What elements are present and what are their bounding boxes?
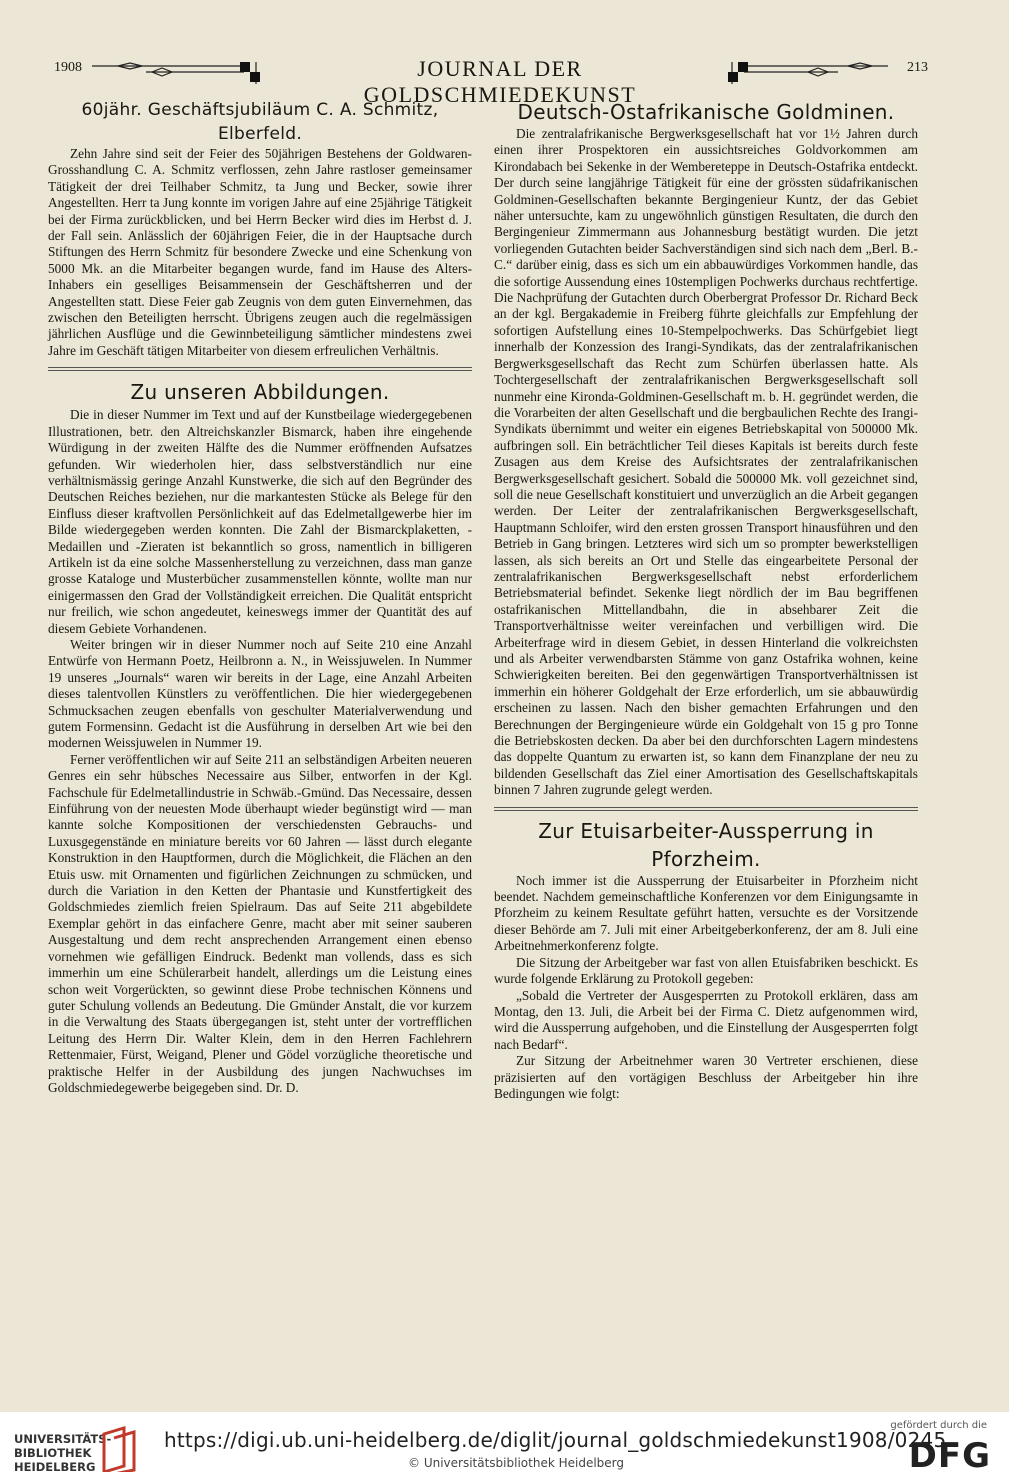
logo-line: HEIDELBERG bbox=[14, 1460, 96, 1474]
article-paragraph: Die zentralafrikanische Bergwerksgesellschaft hat vor 1½ Jahren durch einen ihrer Prospektoren ein aussichtsreiches Goldvorkommen am Kirondabach bei Sekenke in der Wembereteppe in Deutsch-Ostafrika entdeckt. Der durch seine langjährige Tätigkeit für eine der grössten südafrikanischen Goldminen-Gesellschaften bekannte Bergingenieur Kuntz, der das Gebiet näher untersuchte, kam zu ungewöhnlich günstigen Resultaten, die durch den Bergingenieur Zimmermann aus Johannesburg bestätigt wurden. Die jetzt vorliegenden Gutachten beider Sachverständigen sind sich nach dem „Berl. B.-C.“ darüber einig, dass es sich um ein abbauwürdiges Vorkommen handle, das die sofortige Aussendung eines 10stempligen Pochwerks durchaus rechtfertige. Die Nachprüfung der Gutachten durch Oberbergrat Professor Dr. Richard Beck an der kgl. Bergakademie in Freiberg führte gleichfalls zur Empfehlung der sofortigen Aufstellung eines 10-Stempelpochwerks. Das Schürfgebiet liegt innerhalb der Konzession des Irangi-Syndikats, das der zentralafrikanischen Bergwerksgesellschaft das Recht zum Schürfen überlassen hatte. Als Tochtergesellschaft der zentralafrikanischen Bergwerksgesellschaft soll nunmehr eine Kironda-Goldminen-Gesellschaft m. b. H. gegründet werden, die die Vorarbeiten der alten Gesellschaft und die bergbaulichen Rechte des Irangi-Syndikats übernimmt und weiter ein eigenes Betriebskapital von 500000 Mk. aufbringen soll. Ein beträchtlicher Teil dieses Kapitals ist bereits durch feste Zusagen aus dem Kreise des Aufsichtsrates der zentralafrikanischen Bergwerksgesellschaft gesichert. Sobald die 500000 Mk. voll gezeichnet sind, soll die neue Gesellschaft konstituiert und unverzüglich an die Arbeit gegangen werden. Der Leiter der zentralafrikanischen Bergwerksgesellschaft, Hauptmann Schloifer, wird den ersten grossen Transport hinausführen und den Betrieb in Gang bringen. Letzteres wird sich um so prompter bewerkstelligen lassen, als sich bereits an Ort und Stelle das eingearbeitete Personal der zentralafrikanischen Bergwerksgesellschaft nebst erforderlichem Betriebsmaterial befindet. Sekenke liegt nördlich der im Bau begriffenen ostafrikanischen Mittellandbahn, die in absehbarer Zeit die Transportverhältnisse weiter vereinfachen und verbilligen wird. Die Arbeiterfrage wird in diesem Gebiet, in dessen Hinterland die volkreichsten und als Arbeiter verwendbarsten Stämme von ganz Ostafrika wohnen, keine Schwierigkeiten bereiten. Bei den gegenwärtigen Transportverhältnissen ist immerhin ein höherer Goldgehalt der Erze erforderlich, um sie abbauwürdig erscheinen zu lassen. Nach den bisher gemachten Erfahrungen und den Berechnungen der Bergingenieure würde ein Goldgehalt von 15 g pro Tonne die Betriebskosten decken. Da aber bei den durchforschten Lagern mindestens das doppelte Quantum zu erwarten ist, so kann dem Finanzplane der neu zu bildenden Gesellschaft das Ziel einer Amortisation des Gesellschaftskapitals binnen 7 Jahren zugrunde gelegt werden. bbox=[494, 126, 918, 798]
right-column bbox=[494, 98, 918, 1102]
page-number-left: 1908 bbox=[54, 60, 82, 75]
article-paragraph: Noch immer ist die Aussperrung der Etuisarbeiter in Pforzheim nicht beendet. Nachdem gemeinschaftliche Konferenzen vor dem Einigungsamte in Pforzheim zu keinem Resultate geführt hatten, versuchte es der Vorsitzende dieser Behörde am 7. Juli mit einer Arbeitgeberkonferenz, der am 8. Juli eine Arbeitnehmerkonferenz folgte. bbox=[494, 872, 918, 954]
permalink-url[interactable]: https://digi.ub.uni-heidelberg.de/diglit/journal_goldschmiedekunst1908/0245 bbox=[164, 1428, 947, 1452]
sponsor-caption: gefördert durch die bbox=[890, 1420, 987, 1431]
logo-line: BIBLIOTHEK bbox=[14, 1446, 92, 1460]
dfg-logo[interactable]: DFG bbox=[908, 1436, 991, 1476]
section-divider bbox=[48, 367, 472, 371]
viewer-footer bbox=[0, 1412, 1009, 1484]
page-number-right: 213 bbox=[907, 60, 928, 75]
article-heading-jubilaeum: 60jähr. Geschäftsjubiläum C. A. Schmitz, Elberfeld. bbox=[81, 100, 439, 144]
article-paragraph: Weiter bringen wir in dieser Nummer noch auf Seite 210 eine Anzahl Entwürfe von Hermann Poetz, Heilbronn a. N., in Weissjuwelen. In Nummer 19 unseres „Journals“ waren wir bereits in der Lage, eine Anzahl Arbeiten dieses talentvollen Künstlers zu veröffentlichen. Die hier wiedergegebenen Schmucksachen zeugen ebenfalls von geschulter Materialverwendung und gutem Formensinn. Gedacht ist die Ausführung in derselben Art wie bei den modernen Weissjuwelen in Nummer 19. bbox=[48, 636, 472, 751]
article-heading-goldminen: Deutsch-Ostafrikanische Goldminen. bbox=[517, 100, 895, 124]
copyright-notice: © Universitätsbibliothek Heidelberg bbox=[408, 1456, 625, 1470]
article-heading-abbildungen: Zu unseren Abbildungen. bbox=[130, 380, 390, 405]
article-paragraph: Die Sitzung der Arbeitgeber war fast von allen Etuisfabriken beschickt. Es wurde folgende Erklärung zu Protokoll gegeben: bbox=[494, 954, 918, 987]
page-header bbox=[48, 56, 928, 107]
header-block-right bbox=[738, 62, 748, 72]
logo-line: UNIVERSITÄTS- bbox=[14, 1432, 112, 1446]
section-divider bbox=[494, 807, 918, 811]
article-paragraph: „Sobald die Vertreter der Ausgesperrten zu Protokoll erklären, dass am Montag, den 13. Juli, die Arbeit bei der Firma C. Dietz aufgenommen wird, wird die Aussperrung aufgehoben, und die Einstellung der Ausgesperrten folgt nach Bedarf“. bbox=[494, 987, 918, 1052]
left-column bbox=[48, 98, 472, 1096]
article-paragraph: Zehn Jahre sind seit der Feier des 50jährigen Bestehens der Goldwaren-Grosshandlung C. A. Schmitz verflossen, zehn Jahre rastloser gemeinsamer Tätigkeit der drei Teilhaber Schmitz, ta Jung und Becker, sowie ihrer Angestellten. Herr ta Jung konnte im vorigen Jahre auf eine 25jährige Tätigkeit bei der Firma zurückblicken, und bei Herrn Becker wird dies im Herbst d. J. der Fall sein. Anlässlich der 60jährigen Feier, die in der Hauptsache durch Stiftungen des Herrn Schmitz für besondere Zwecke und eine Schenkung von 5000 Mk. an die Mitarbeiter begangen wurde, fand im Hause des Alters-Inhabers ein geselliges Beisammensein der Geschäftsherren und der Angestellten statt. Diese Feier gab Zeugnis von dem guten Einvernehmen, das zwischen den Beteiligten herrscht. Übrigens zeugen auch die regelmässigen jährlichen Ausflüge und die Gewinnbeteiligung sämtlicher mindestens zwei Jahre im Geschäft tätigen Mitarbeiter von diesem erfreulichen Verhältnis. bbox=[48, 146, 472, 358]
article-paragraph: Zur Sitzung der Arbeitnehmer waren 30 Vertreter erschienen, diese präzisierten auf den vortägigen Beschluss der Arbeitgeber hin ihre Bedingungen wie folgt: bbox=[494, 1053, 918, 1101]
journal-title: JOURNAL DER GOLDSCHMIEDEKUNST bbox=[363, 56, 637, 107]
article-heading-aussperrung: Zur Etuisarbeiter-Aussperrung in Pforzheim. bbox=[538, 818, 874, 871]
article-paragraph: Die in dieser Nummer im Text und auf der Kunstbeilage wiedergegebenen Illustrationen, betr. den Altreichskanzler Bismarck, haben ihre eingehende Würdigung in der zweiten Hälfte des die Nummer eröffnenden Aufsatzes gefunden. Wir wiederholen hier, dass selbstverständlich nur eine verhältnismässig geringe Anzahl Kunstwerke, die sich auf den Begründer des Deutschen Reiches beziehen, nur die markantesten Stücke als Belege für den Einfluss dieser kraftvollen Persönlichkeit auf das Edelmetallgewerbe hier im Bilde wiedergegeben werden konnten. Die Zahl der Bismarckplaketten, -Medaillen und -Zieraten ist bekanntlich so gross, namentlich in billigeren Artikeln ist da eine solche Massenherstellung zu verzeichnen, dass man ganze grosse Kataloge und Musterbücher zusammenstellen könnte, wollte man nur einigermassen den Grad der Vollständigkeit erreichen. Die Qualität entspricht nur freilich, wie schon angedeutet, keineswegs immer der Quantität des auf diesem Gebiete Vorhandenen. bbox=[48, 407, 472, 636]
library-logo-icon[interactable] bbox=[100, 1426, 142, 1472]
library-logo-text[interactable] bbox=[14, 1432, 111, 1474]
article-paragraph: Ferner veröffentlichen wir auf Seite 211 an selbständigen Arbeiten neueren Genres ein sehr hübsches Necessaire aus Silber, entworfen in der Kgl. Fachschule für Edelmetallindustrie in Schwäb.-Gmünd. Das Necessaire, dessen Einführung von der neuesten Mode überhaupt wieder begünstigt wird — man kannte solche Kompositionen der verschiedensten Gebrauchs- und Luxusgegenstände en miniature bereits vor 60 Jahren — lässt durch elegante Konstruktion in den Hauptformen, durch die Möglichkeit, die Flächen an den Etuis usw. mit Ornamenten und figürlichen Zeichnungen zu schmücken, und durch die Variation in den Ketten der Phantasie und Kunstfertigkeit des Goldschmiedes ziemlich freien Spielraum. Das auf Seite 211 abgebildete Exemplar gehört in das einfachere Genre, macht aber mit seiner sauberen Ausgestaltung und dem recht ansprechenden Arrangement einen ebenso vornehmen wie gefälligen Eindruck. Bedenkt man vollends, dass es sich immerhin um eine Schülerarbeit handelt, allerdings um die Leistung eines schon weit Vorgerückten, so gewinnt diese Probe technischen Könnens und guter Schulung vollends an Bedeutung. Die Gmünder Anstalt, die vor kurzem in die Verwaltung des Staats übergegangen ist, steht unter der vortrefflichen Leitung des Herrn Dir. Walter Klein, dem in den Herren Fachlehrern Rettenmaier, Fürst, Weigand, Plener und Gödel vorzügliche theoretische und praktische Helfer in der Ausbildung des jungen Nachwuchses im Goldschmiedegewerbe beigegeben sind. Dr. D. bbox=[48, 751, 472, 1095]
header-block-left bbox=[240, 62, 250, 72]
